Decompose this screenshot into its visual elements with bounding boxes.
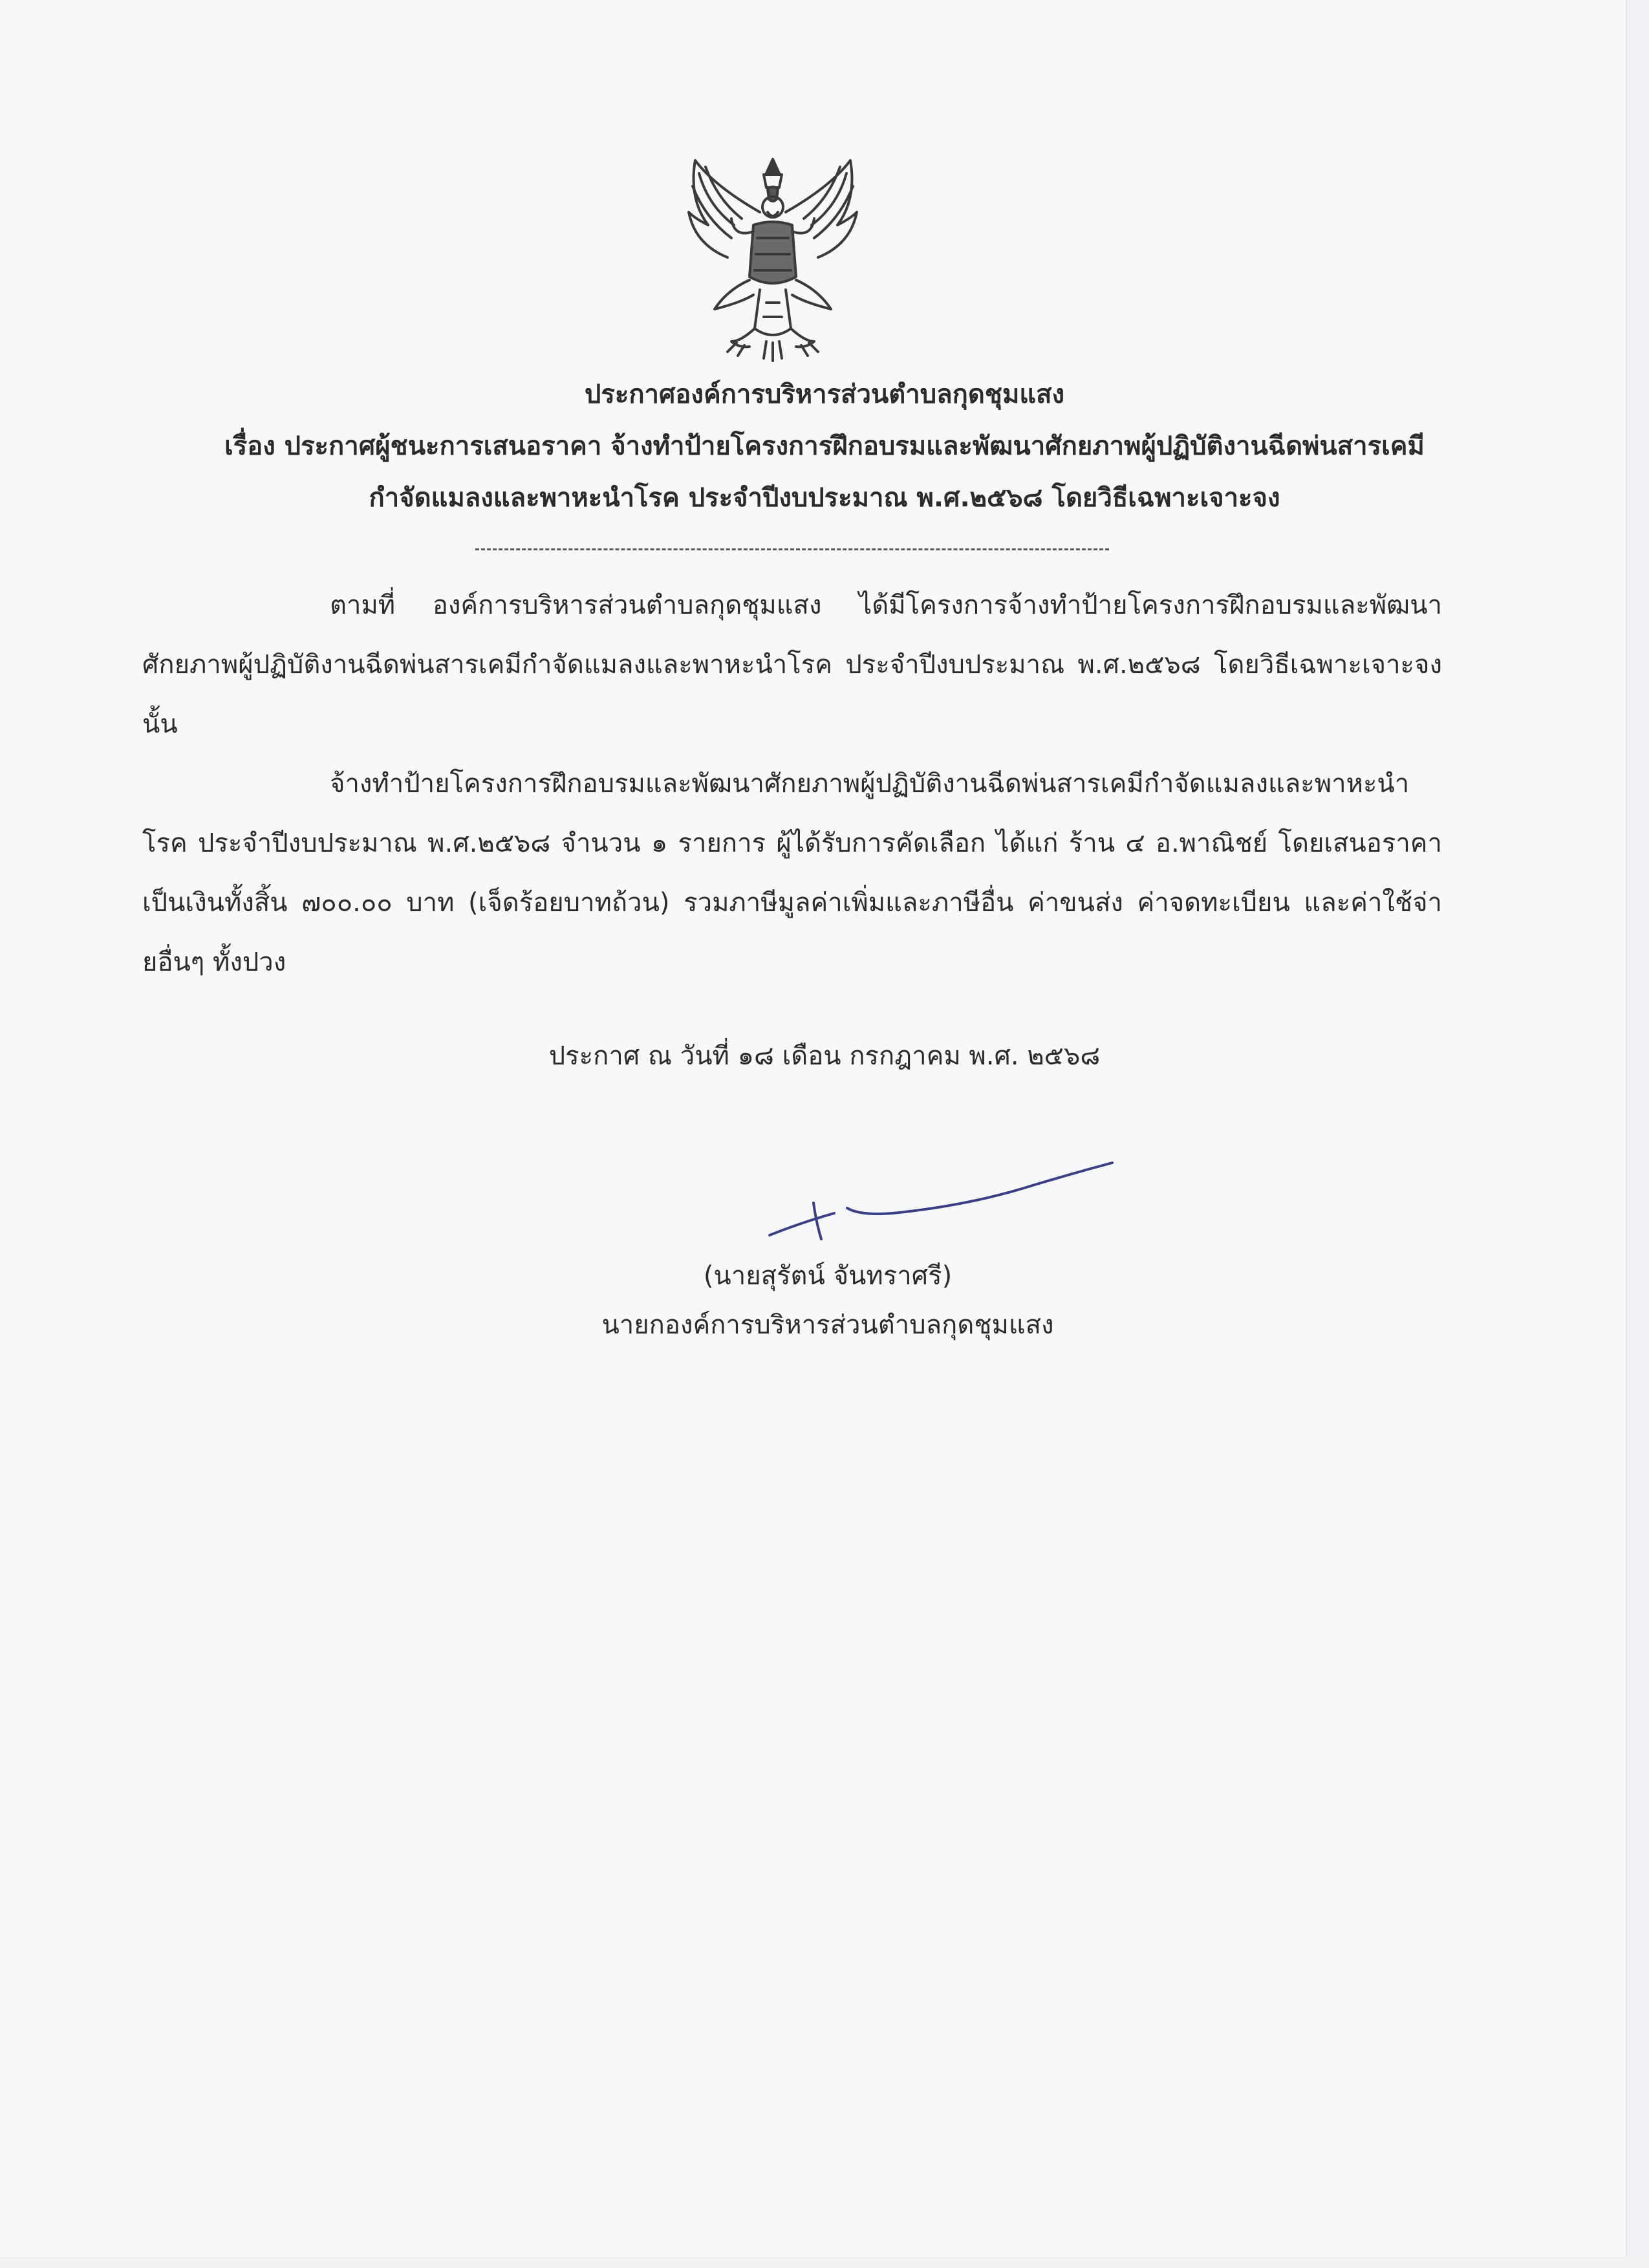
title-line-3: กำจัดแมลงและพาหะนำโรค ประจำปีงบประมาณ พ.ศ.๒๕๖๘ โดยวิธีเฉพาะเจาะจง <box>369 483 1280 513</box>
document-body <box>142 576 1442 992</box>
signer-name: (นายสุรัตน์ จันทราศรี) <box>703 1261 953 1291</box>
signer-position: นายกองค์การบริหารส่วนตำบลกุดชุมแสง <box>601 1310 1054 1340</box>
title-line-2: เรื่อง ประกาศผู้ชนะการเสนอราคา จ้างทำป้ายโครงการฝึกอบรมและพัฒนาศักยภาพผู้ปฏิบัติงานฉีดพ่นสารเคมี <box>224 431 1425 461</box>
paper-edge-right <box>1626 0 1649 2268</box>
title-line-1: ประกาศองค์การบริหารส่วนตำบลกุดชุมแสง <box>584 380 1065 409</box>
garuda-emblem-icon <box>669 147 876 367</box>
announcement-date: ประกาศ ณ วันที่ ๑๘ เดือน กรกฎาคม พ.ศ. ๒๕๖๘ <box>548 1041 1101 1071</box>
dashed-divider <box>475 548 1109 550</box>
paper-edge-bottom <box>0 2256 1649 2268</box>
signer-block <box>504 1251 1151 1350</box>
handwritten-signature <box>763 1151 1125 1255</box>
document-title <box>103 369 1546 524</box>
paragraph-1: ตามที่ องค์การบริหารส่วนตำบลกุดชุมแสง ได้มีโครงการจ้างทำป้ายโครงการฝึกอบรมและพัฒนาศักยภาพผู้ปฏิบัติงานฉีดพ่นสารเคมีกำจัดแมลงและพาหะนำโรค ประจำปีงบประมาณ พ.ศ.๒๕๖๘ โดยวิธีเฉพาะเจาะจง นั้น <box>142 590 1443 739</box>
paragraph-2: จ้างทำป้ายโครงการฝึกอบรมและพัฒนาศักยภาพผู้ปฏิบัติงานฉีดพ่นสารเคมีกำจัดแมลงและพาหะนำโรค ประจำปีงบประมาณ พ.ศ.๒๕๖๘ จำนวน ๑ รายการ ผู้ได้รับการคัดเลือก ได้แก่ ร้าน ๔ อ.พาณิชย์ โดยเสนอราคา เป็นเงินทั้งสิ้น ๗๐๐.๐๐ บาท (เจ็ดร้อยบาทถ้วน) รวมภาษีมูลค่าเพิ่มและภาษีอื่น ค่าขนส่ง ค่าจดทะเบียน และค่าใช้จ่ายอื่นๆ ทั้งปวง <box>142 769 1442 977</box>
